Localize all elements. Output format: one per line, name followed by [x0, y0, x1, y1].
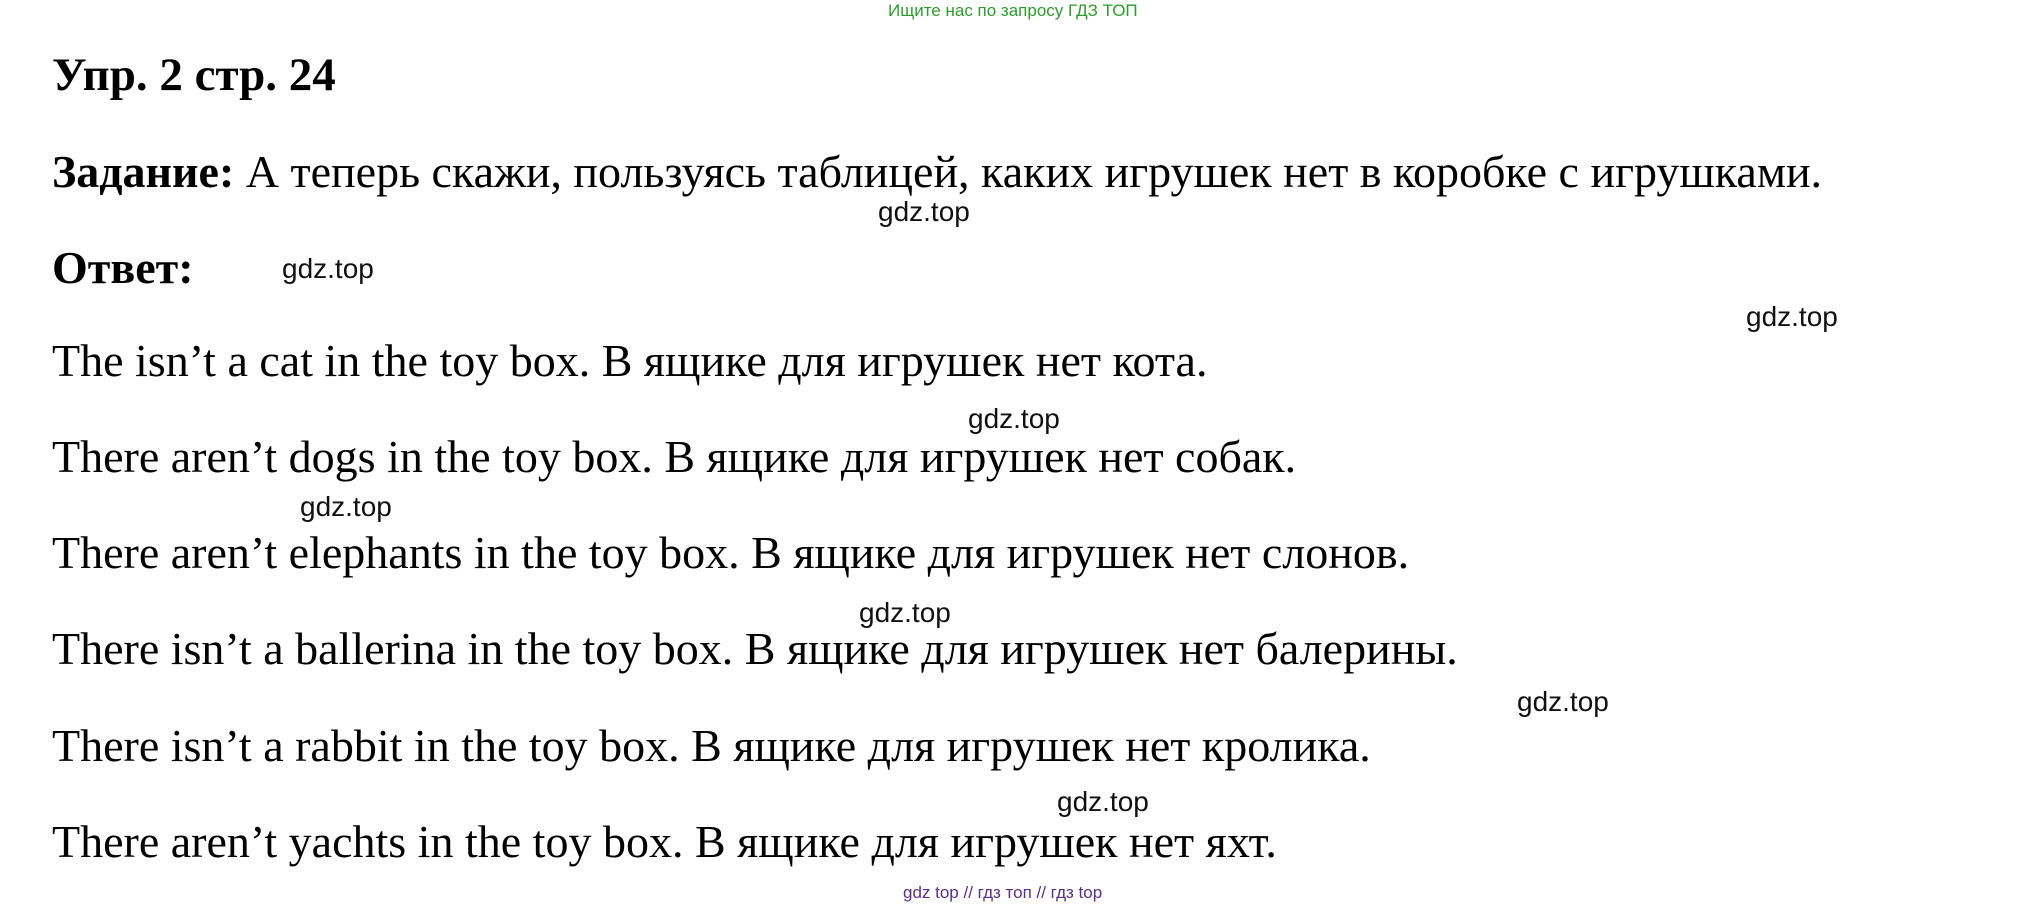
watermark: gdz.top	[300, 491, 392, 522]
answer-line-1: The isn’t a cat in the toy box. В ящике для игрушек нет кота.	[52, 335, 1208, 386]
watermark: gdz.top	[859, 597, 951, 628]
watermark: gdz.top	[282, 253, 374, 284]
footer-links: gdz top // гдз топ // гдз top	[903, 883, 1103, 902]
task-text: А теперь скажи, пользуясь таблицей, каких игрушек нет в коробке с игрушками.	[234, 146, 1823, 197]
answer-line-5: There isn’t a rabbit in the toy box. В ящике для игрушек нет кролика.	[52, 720, 1371, 771]
task-label: Задание:	[52, 146, 235, 197]
watermark: gdz.top	[1517, 686, 1609, 717]
answer-line-3: There aren’t elephants in the toy box. В ящике для игрушек нет слонов.	[52, 527, 1410, 578]
watermark: gdz.top	[878, 196, 970, 227]
task-statement	[52, 145, 1822, 198]
watermark: gdz.top	[1746, 301, 1838, 332]
answer-line-2: There aren’t dogs in the toy box. В ящике для игрушек нет собак.	[52, 431, 1297, 482]
search-banner: Ищите нас по запросу ГДЗ ТОП	[888, 1, 1138, 20]
exercise-heading: Упр. 2 стр. 24	[52, 49, 336, 101]
answer-line-6: There aren’t yachts in the toy box. В ящике для игрушек нет яхт.	[52, 816, 1277, 867]
watermark: gdz.top	[968, 403, 1060, 434]
answer-line-4: There isn’t a ballerina in the toy box. В ящике для игрушек нет балерины.	[52, 623, 1458, 674]
watermark: gdz.top	[1057, 786, 1149, 817]
answer-label: Ответ:	[52, 242, 194, 293]
